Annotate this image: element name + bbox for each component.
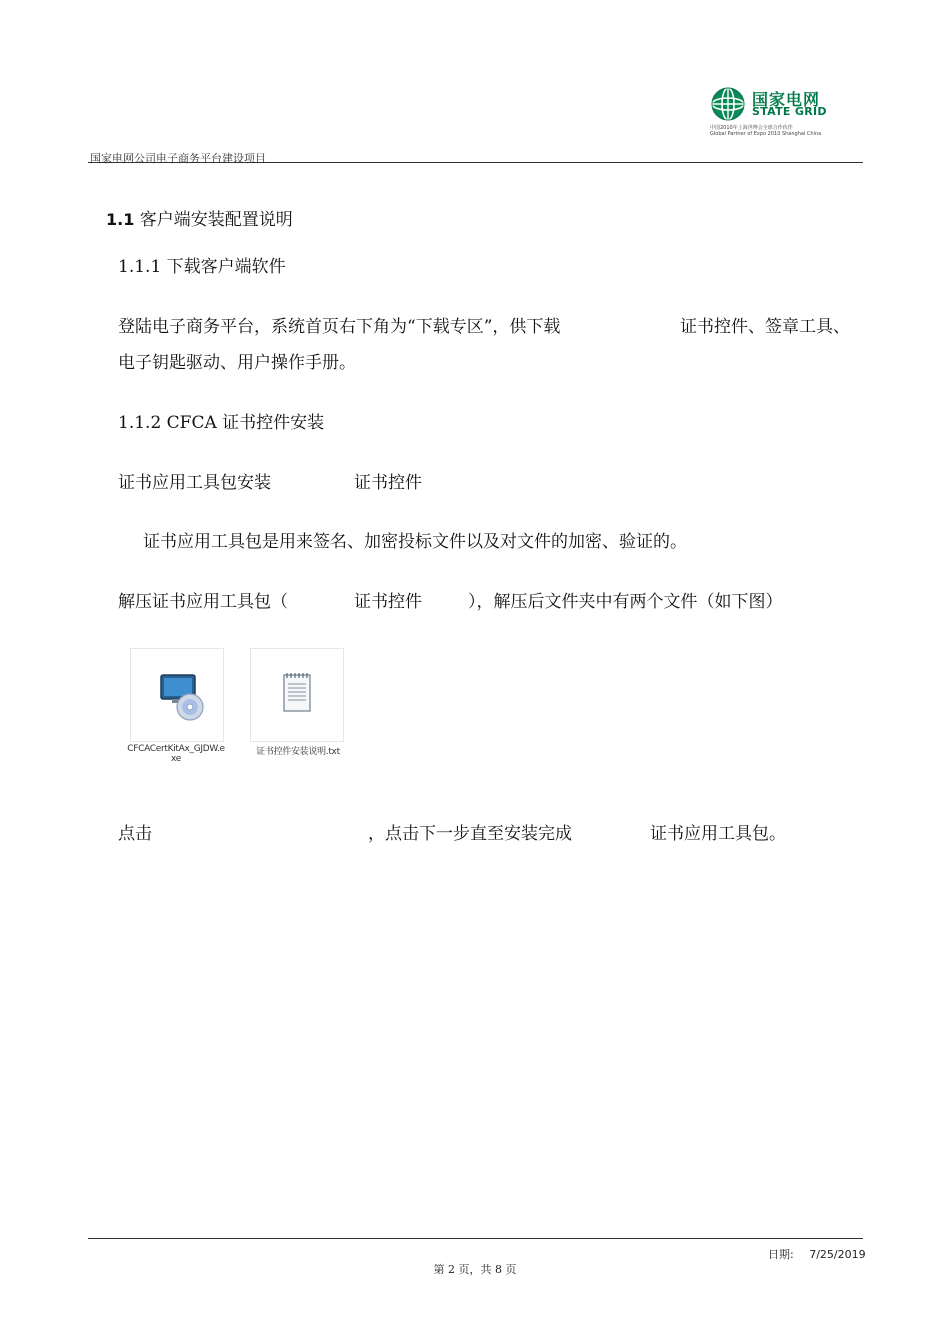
paragraph-click-b: ，点击下一步直至安装完成 [368, 824, 572, 844]
file-name-installer: CFCACertKitAx_GJDW.e xe [127, 744, 225, 764]
section-title: 客户端安装配置说明 [139, 210, 293, 230]
paragraph-toolkit-purpose: 证书应用工具包是用来签名、加密投标文件以及对文件的加密、验证的。 [143, 532, 687, 552]
footer-page-number: 第 2 页，共 8 页 [433, 1263, 517, 1276]
logo-chinese-text: 国家电网 [752, 90, 821, 109]
paragraph-install-b: 证书控件 [354, 473, 422, 493]
file-explorer-figure [120, 640, 356, 775]
paragraph-click-c: 证书应用工具包。 [650, 824, 786, 844]
footer-divider [88, 1238, 863, 1239]
file-item-installer[interactable] [130, 648, 224, 742]
paragraph-download-c: 电子钥匙驱动、用户操作手册。 [118, 353, 356, 373]
header-divider [88, 162, 863, 163]
paragraph-unzip-a: 解压证书应用工具包（ [118, 592, 288, 612]
paragraph-download-a: 登陆电子商务平台，系统首页右下角为“下载专区”，供下载 [118, 317, 561, 337]
footer-date [768, 1246, 866, 1262]
paragraph-unzip-c: ），解压后文件夹中有两个文件（如下图） [468, 592, 783, 612]
notepad-icon [251, 649, 343, 741]
state-grid-logo [708, 84, 858, 144]
section-number: 1.1 [106, 210, 135, 229]
installer-icon [131, 649, 223, 741]
logo-expo-line-cn: 中国2010年上海世博会全球合作伙伴 [710, 125, 793, 131]
footer-date-label: 日期: [768, 1248, 794, 1261]
paragraph-install-a: 证书应用工具包安装 [118, 473, 271, 493]
footer-date-value: 7/25/2019 [809, 1248, 866, 1261]
paragraph-click-a: 点击 [118, 824, 152, 844]
paragraph-download-b: 证书控件、签章工具、 [680, 317, 850, 337]
logo-english-text: STATE GRID [752, 105, 827, 118]
subsection-heading-1-1-1: 1.1.1 下载客户端软件 [118, 257, 286, 277]
file-item-readme[interactable] [250, 648, 344, 742]
file-name-readme: 证书控件安装说明.txt [256, 747, 340, 757]
section-heading-1-1 [106, 205, 293, 230]
paragraph-unzip-b: 证书控件 [354, 592, 422, 612]
header-project-title: 国家电网公司电子商务平台建设项目 [90, 152, 266, 165]
state-grid-globe-icon [708, 84, 748, 124]
subsection-heading-1-1-2: 1.1.2 CFCA 证书控件安装 [118, 413, 325, 433]
logo-expo-line-en: Global Partner of Expo 2010 Shanghai China [710, 131, 822, 137]
